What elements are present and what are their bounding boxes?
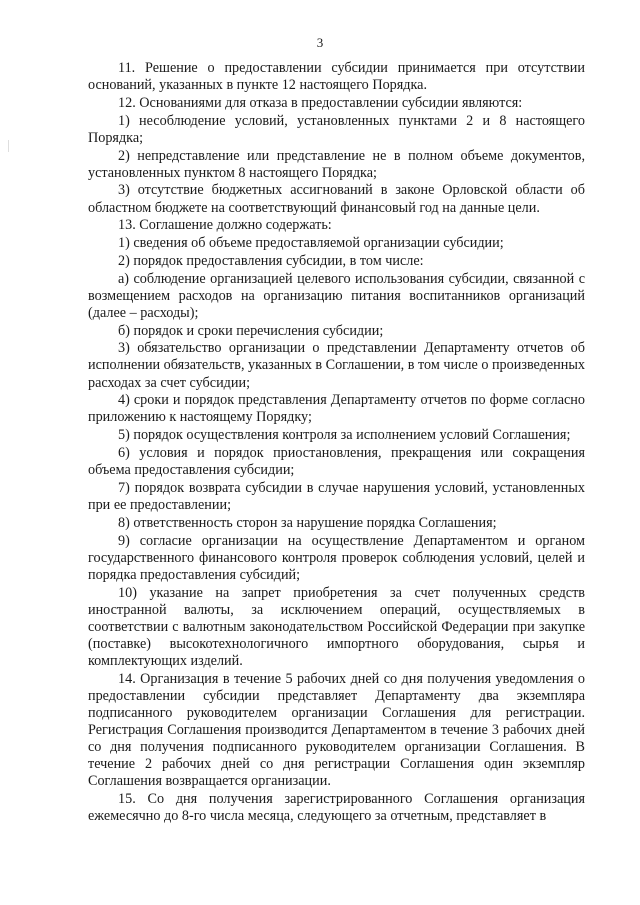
page-number: 3 bbox=[316, 35, 324, 50]
paragraph-13-item-2: 2) порядок предоставления субсидии, в том числе: bbox=[118, 252, 424, 269]
paragraph-11: 11. Решение о предоставлении субсидии принимается при отсутствии оснований, указанных в пункте 12 настоящего Порядка. bbox=[88, 60, 585, 94]
paragraph-12-item-1: 1) несоблюдение условий, установленных пунктами 2 и 8 настоящего Порядка; bbox=[88, 112, 585, 146]
paragraph-13-item-4: 4) сроки и порядок представления Департаменту отчетов по форме согласно приложению к настоящему Порядку; bbox=[88, 392, 585, 426]
margin-mark bbox=[8, 140, 19, 152]
paragraph-13-item-6: 6) условия и порядок приостановления, прекращения или сокращения объема предоставления субсидии; bbox=[88, 445, 585, 479]
paragraph-13-item-3: 3) обязательство организации о представлении Департаменту отчетов об исполнении обязательств, указанных в Соглашении, в том числе о произведенных расходах за счет субсидии; bbox=[88, 340, 585, 391]
paragraph-13-item-1: 1) сведения об объеме предоставляемой организации субсидии; bbox=[118, 235, 504, 252]
paragraph-13-item-2a: а) соблюдение организацией целевого использования субсидии, связанной с возмещением расходов на организацию питания воспитанников организаций (далее – расходы); bbox=[88, 270, 585, 321]
paragraph-14: 14. Организация в течение 5 рабочих дней со дня получения уведомления о предоставлении субсидии представляет Департаменту два экземпляра подписанного руководителем организации Соглашения для регистрации. Регистрация Соглашения производится Департаментом в течение 3 рабочих дней со дня получения подписанного руководителем организации Соглашения. В течение 2 рабочих дней со дня регистрации Соглашения один экземпляр Соглашения возвращается организации. bbox=[88, 670, 585, 790]
paragraph-15: 15. Со дня получения зарегистрированного Соглашения организация ежемесячно до 8-го числа месяца, следующего за отчетным, представляет в bbox=[88, 791, 585, 825]
paragraph-13-item-8: 8) ответственность сторон за нарушение порядка Соглашения; bbox=[118, 514, 497, 531]
paragraph-12: 12. Основаниями для отказа в предоставлении субсидии являются: bbox=[118, 94, 523, 111]
document-body bbox=[88, 60, 585, 826]
paragraph-13-item-2b: б) порядок и сроки перечисления субсидии; bbox=[118, 322, 384, 339]
paragraph-13-item-9: 9) согласие организации на осуществление Департаментом и органом государственного финансового контроля проверок соблюдения условий, целей и порядка предоставления субсидий; bbox=[88, 532, 585, 583]
paragraph-13: 13. Соглашение должно содержать: bbox=[118, 217, 332, 234]
paragraph-12-item-3: 3) отсутствие бюджетных ассигнований в законе Орловской области об областном бюджете на соответствующий финансовый год на данные цели. bbox=[88, 182, 585, 216]
paragraph-13-item-10: 10) указание на запрет приобретения за счет полученных средств иностранной валюты, за исключением операций, осуществляемых в соответствии с валютным законодательством Российской Федерации при закупке (поставке) высокотехнологичного импортного оборудования, сырья и комплектующих изделий. bbox=[88, 584, 585, 669]
paragraph-12-item-2: 2) непредставление или представление не в полном объеме документов, установленных пунктом 8 настоящего Порядка; bbox=[88, 147, 585, 181]
paragraph-13-item-5: 5) порядок осуществления контроля за исполнением условий Соглашения; bbox=[118, 427, 571, 444]
paragraph-13-item-7: 7) порядок возврата субсидии в случае нарушения условий, установленных при ее предоставлении; bbox=[88, 479, 585, 513]
